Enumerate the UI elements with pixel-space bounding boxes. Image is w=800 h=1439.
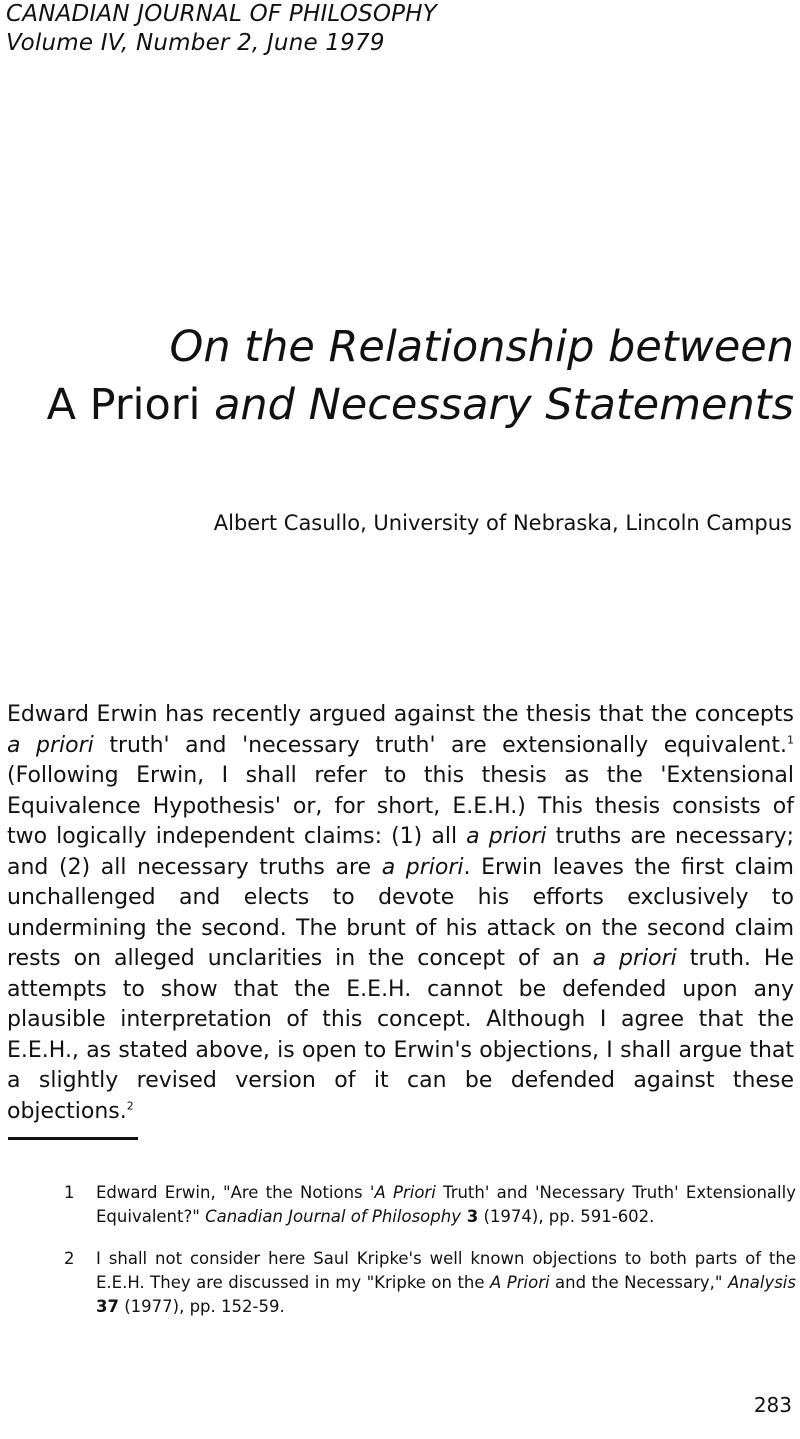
body-paragraph [7, 700, 794, 1127]
footnote-text [96, 1181, 800, 1229]
article-title [34, 318, 794, 434]
footnote-1 [64, 1181, 800, 1229]
italic-term: a priori [7, 732, 94, 758]
footnote-2 [64, 1247, 800, 1319]
footnote-marker-1: 1 [786, 733, 794, 747]
body-text-run: truths are necessary; and (2) all necessary truths are [7, 824, 794, 880]
footnote-run: (1977), pp. 152-59. [118, 1297, 285, 1316]
italic-term: a priori [592, 946, 677, 971]
footnote-run: and the Necessary," [549, 1273, 728, 1292]
footnote-italic: A Priori [490, 1273, 550, 1292]
footnote-italic: A Priori [374, 1183, 436, 1202]
footnote-volume: 3 [460, 1207, 479, 1226]
journal-name: CANADIAN JOURNAL OF PHILOSOPHY [6, 1, 437, 27]
footnote-italic: Analysis [728, 1273, 796, 1292]
title-line-1: On the Relationship between [169, 322, 794, 372]
body-text-run: . Erwin leaves the first claim unchallenged and elects to devote his efforts exclusively to undermining the second. The brunt of his attack on the second claim rests on alleged unclarities in the concept of an [7, 854, 794, 971]
footnote-run: Edward Erwin, "Are the Notions ' [96, 1183, 375, 1202]
footnote-number: 2 [64, 1249, 75, 1268]
author-affiliation: Albert Casullo, University of Nebraska, Lincoln Campus [213, 511, 792, 535]
footnote-divider [8, 1137, 138, 1140]
page-number: 283 [753, 1393, 792, 1417]
italic-term: a priori [381, 854, 464, 880]
footnote-run: Truth' and 'Necessary Truth' Extensionally Equivalent?" [96, 1183, 796, 1226]
journal-volume: Volume IV, Number 2, June 1979 [6, 30, 385, 56]
footnote-number: 1 [64, 1183, 75, 1202]
body-text-run: truth. He attempts to show that the E.E.H. cannot be defended upon any plausible interpretation of this concept. Although I agree that the E.E.H., as stated above, is open to Erwin's objections, I shall argue that a slightly revised version of it can be defended against these objections. [7, 946, 794, 1124]
title-line-2: and Necessary Statements [200, 380, 794, 430]
footnote-volume: 37 [96, 1297, 119, 1316]
title-apriori: A Priori [46, 380, 201, 430]
body-text-run: truth' and 'necessary truth' are extensionally equivalent. [93, 732, 787, 758]
journal-header [6, 0, 437, 58]
footnote-italic: Canadian Journal of Philosophy [205, 1207, 461, 1226]
footnote-marker-2: 2 [126, 1099, 134, 1113]
footnote-run: I shall not consider here Saul Kripke's well known objections to both parts of the E.E.H. They are discussed in my "Kripke on the [96, 1249, 796, 1292]
body-text-run: (Following Erwin, I shall refer to this thesis as the 'Extensional Equivalence Hypothesis' or, for short, E.E.H.) This thesis consists of two logically independent claims: (1) all [7, 763, 794, 849]
body-text-run: Edward Erwin has recently argued against the thesis that the concepts [7, 702, 794, 727]
footnote-run: (1974), pp. 591-602. [478, 1207, 655, 1226]
italic-term: a priori [466, 824, 547, 849]
footnote-text [96, 1247, 800, 1319]
